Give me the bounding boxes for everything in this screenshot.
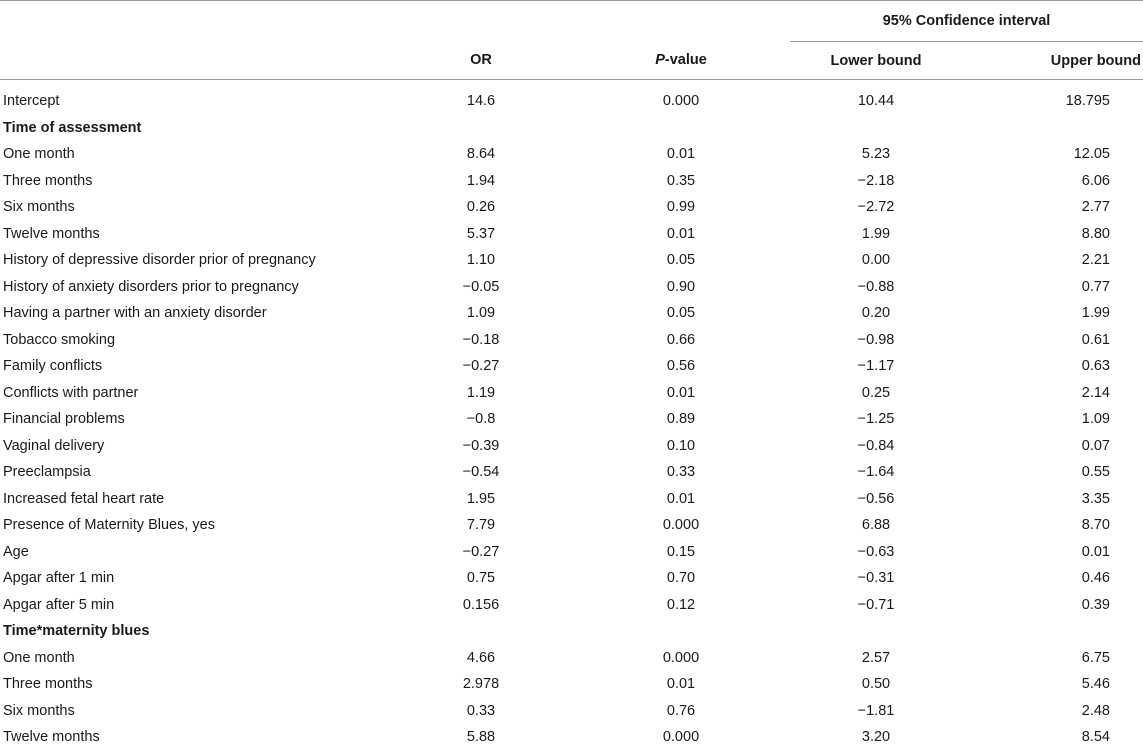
or-cell: 7.79 (466, 517, 496, 534)
or-cell: 0.33 (466, 702, 496, 719)
header-spacer (0, 1, 390, 42)
p-value-cell: 0.01 (666, 384, 696, 401)
table-row (0, 247, 1143, 274)
lower-bound-cell: −2.72 (857, 199, 895, 216)
row-label: Intercept (3, 93, 60, 110)
or-cell: −0.18 (462, 331, 500, 348)
row-label: Family conflicts (3, 358, 103, 375)
or-cell: −0.39 (462, 437, 500, 454)
table-row (0, 539, 1143, 566)
row-label: One month (3, 146, 75, 163)
table-row (0, 327, 1143, 354)
header-spacer (572, 1, 790, 42)
p-value-cell: 0.99 (666, 199, 696, 216)
row-label: Preeclampsia (3, 464, 91, 481)
p-suffix: -value (664, 52, 707, 69)
lower-bound-cell: −0.56 (857, 490, 895, 507)
lower-bound-cell: −0.31 (857, 570, 895, 587)
lower-bound-cell: −0.63 (857, 543, 895, 560)
p-letter: P (655, 52, 665, 69)
p-value-cell: 0.35 (666, 172, 696, 189)
table-row (0, 221, 1143, 248)
lower-bound-cell: −2.18 (857, 172, 895, 189)
row-label: Presence of Maternity Blues, yes (3, 517, 215, 534)
lower-bound-cell: −1.81 (857, 702, 895, 719)
upper-bound-cell (962, 618, 1143, 645)
p-value-cell: 0.000 (662, 517, 700, 534)
or-cell: 1.09 (466, 305, 496, 322)
or-cell: 0.26 (466, 199, 496, 216)
or-cell: 8.64 (466, 146, 496, 163)
lower-bound-cell: 0.00 (861, 252, 891, 269)
table-body (0, 88, 1143, 751)
or-cell (390, 618, 572, 645)
lower-bound-cell: −1.64 (857, 464, 895, 481)
lower-bound-cell: 0.25 (861, 384, 891, 401)
upper-bound-cell: 2.21 (1081, 252, 1110, 269)
upper-bound-cell: 0.39 (1081, 596, 1110, 613)
p-value-cell: 0.90 (666, 278, 696, 295)
row-label: Age (3, 543, 29, 560)
lower-bound-cell: −0.98 (857, 331, 895, 348)
or-cell: 2.978 (462, 676, 500, 693)
table-row (0, 168, 1143, 195)
header-label-column (0, 42, 390, 80)
p-value-cell: 0.01 (666, 676, 696, 693)
row-label: One month (3, 649, 75, 666)
row-label: Time of assessment (3, 119, 142, 136)
table-row (0, 459, 1143, 486)
or-cell: 14.6 (466, 93, 496, 110)
upper-bound-cell: 0.01 (1081, 543, 1110, 560)
p-value-cell: 0.05 (666, 252, 696, 269)
lower-bound-cell: 1.99 (861, 225, 891, 242)
p-value-cell (572, 618, 790, 645)
p-value-cell: 0.01 (666, 490, 696, 507)
or-cell: 1.94 (466, 172, 496, 189)
or-cell: 0.156 (462, 596, 500, 613)
or-cell: 1.10 (466, 252, 496, 269)
lower-bound-cell: 5.23 (861, 146, 891, 163)
upper-bound-cell: 18.795 (1065, 93, 1110, 110)
or-header: OR (390, 42, 572, 80)
upper-bound-cell: 5.46 (1081, 676, 1110, 693)
upper-bound-cell: 6.75 (1081, 649, 1110, 666)
table-row (0, 353, 1143, 380)
or-cell: 4.66 (466, 649, 496, 666)
upper-bound-cell: 8.70 (1081, 517, 1110, 534)
p-value-cell: 0.56 (666, 358, 696, 375)
row-label: Three months (3, 172, 93, 189)
row-label: Conflicts with partner (3, 384, 139, 401)
row-label: Twelve months (3, 225, 100, 242)
row-label: Increased fetal heart rate (3, 490, 165, 507)
p-value-cell (572, 115, 790, 142)
or-cell: 1.19 (466, 384, 496, 401)
p-value-cell: 0.000 (662, 649, 700, 666)
header-spacer (390, 1, 572, 42)
table-row (0, 380, 1143, 407)
upper-bound-cell: 8.54 (1081, 729, 1110, 746)
row-label: Twelve months (3, 729, 100, 746)
or-cell: −0.27 (462, 358, 500, 375)
row-label: Financial problems (3, 411, 125, 428)
upper-bound-cell: 0.63 (1081, 358, 1110, 375)
table-row (0, 486, 1143, 513)
row-label: Tobacco smoking (3, 331, 116, 348)
row-label: Having a partner with an anxiety disorder (3, 305, 267, 322)
table-row (0, 88, 1143, 115)
or-cell: 0.75 (466, 570, 496, 587)
lower-bound-cell (790, 115, 962, 142)
upper-bound-cell: 0.61 (1081, 331, 1110, 348)
row-label: Three months (3, 676, 93, 693)
table-row (0, 724, 1143, 751)
or-cell (390, 115, 572, 142)
upper-bound-cell: 0.07 (1081, 437, 1110, 454)
table-row (0, 406, 1143, 433)
lower-bound-cell: 10.44 (857, 93, 895, 110)
row-label: History of anxiety disorders prior to pregnancy (3, 278, 299, 295)
p-value-cell: 0.01 (666, 225, 696, 242)
or-cell: 1.95 (466, 490, 496, 507)
table-row (0, 698, 1143, 725)
lower-bound-cell: −1.17 (857, 358, 895, 375)
upper-bound-cell: 1.09 (1081, 411, 1110, 428)
row-label: Apgar after 5 min (3, 596, 115, 613)
table-row (0, 141, 1143, 168)
lower-bound-cell: 0.20 (861, 305, 891, 322)
section-header-row (0, 618, 1143, 645)
table-row (0, 512, 1143, 539)
table-row (0, 565, 1143, 592)
upper-bound-cell: 0.55 (1081, 464, 1110, 481)
lower-bound-cell: −0.88 (857, 278, 895, 295)
p-value-cell: 0.000 (662, 93, 700, 110)
row-label: Time*maternity blues (3, 623, 150, 640)
p-value-cell: 0.66 (666, 331, 696, 348)
p-value-cell: 0.12 (666, 596, 696, 613)
upper-bound-cell: 12.05 (1073, 146, 1110, 163)
row-label: History of depressive disorder prior of pregnancy (3, 252, 316, 269)
p-value-cell: 0.01 (666, 146, 696, 163)
confidence-interval-header: 95% Confidence interval (790, 1, 1143, 42)
or-cell: −0.8 (466, 411, 496, 428)
row-label: Six months (3, 702, 75, 719)
upper-bound-cell: 1.99 (1081, 305, 1110, 322)
p-value-cell: 0.15 (666, 543, 696, 560)
lower-bound-cell: −1.25 (857, 411, 895, 428)
upper-bound-cell: 0.77 (1081, 278, 1110, 295)
p-value-cell: 0.000 (662, 729, 700, 746)
upper-bound-cell: 8.80 (1081, 225, 1110, 242)
upper-bound-cell: 2.77 (1081, 199, 1110, 216)
p-value-cell: 0.76 (666, 702, 696, 719)
table-row (0, 194, 1143, 221)
lower-bound-header: Lower bound (790, 42, 962, 80)
lower-bound-cell (790, 618, 962, 645)
upper-bound-cell (962, 115, 1143, 142)
lower-bound-cell: −0.84 (857, 437, 895, 454)
upper-bound-cell: 2.14 (1081, 384, 1110, 401)
p-value-cell: 0.89 (666, 411, 696, 428)
p-value-header (572, 42, 790, 80)
p-value-cell: 0.33 (666, 464, 696, 481)
upper-bound-cell: 2.48 (1081, 702, 1110, 719)
table-row (0, 645, 1143, 672)
upper-bound-cell: 6.06 (1081, 172, 1110, 189)
table-row (0, 433, 1143, 460)
lower-bound-cell: 6.88 (861, 517, 891, 534)
table-row (0, 274, 1143, 301)
lower-bound-cell: −0.71 (857, 596, 895, 613)
table-row (0, 671, 1143, 698)
p-value-cell: 0.70 (666, 570, 696, 587)
table-row (0, 592, 1143, 619)
upper-bound-cell: 0.46 (1081, 570, 1110, 587)
section-header-row (0, 115, 1143, 142)
or-cell: −0.54 (462, 464, 500, 481)
lower-bound-cell: 2.57 (861, 649, 891, 666)
lower-bound-cell: 3.20 (861, 729, 891, 746)
p-value-cell: 0.10 (666, 437, 696, 454)
p-value-cell: 0.05 (666, 305, 696, 322)
or-cell: 5.88 (466, 729, 496, 746)
row-label: Six months (3, 199, 75, 216)
or-cell: −0.27 (462, 543, 500, 560)
row-label: Apgar after 1 min (3, 570, 115, 587)
table-row (0, 300, 1143, 327)
or-cell: 5.37 (466, 225, 496, 242)
table-header (0, 1, 1143, 89)
row-label: Vaginal delivery (3, 437, 105, 454)
upper-bound-cell: 3.35 (1081, 490, 1110, 507)
upper-bound-header: Upper bound (962, 42, 1143, 80)
lower-bound-cell: 0.50 (861, 676, 891, 693)
or-cell: −0.05 (462, 278, 500, 295)
